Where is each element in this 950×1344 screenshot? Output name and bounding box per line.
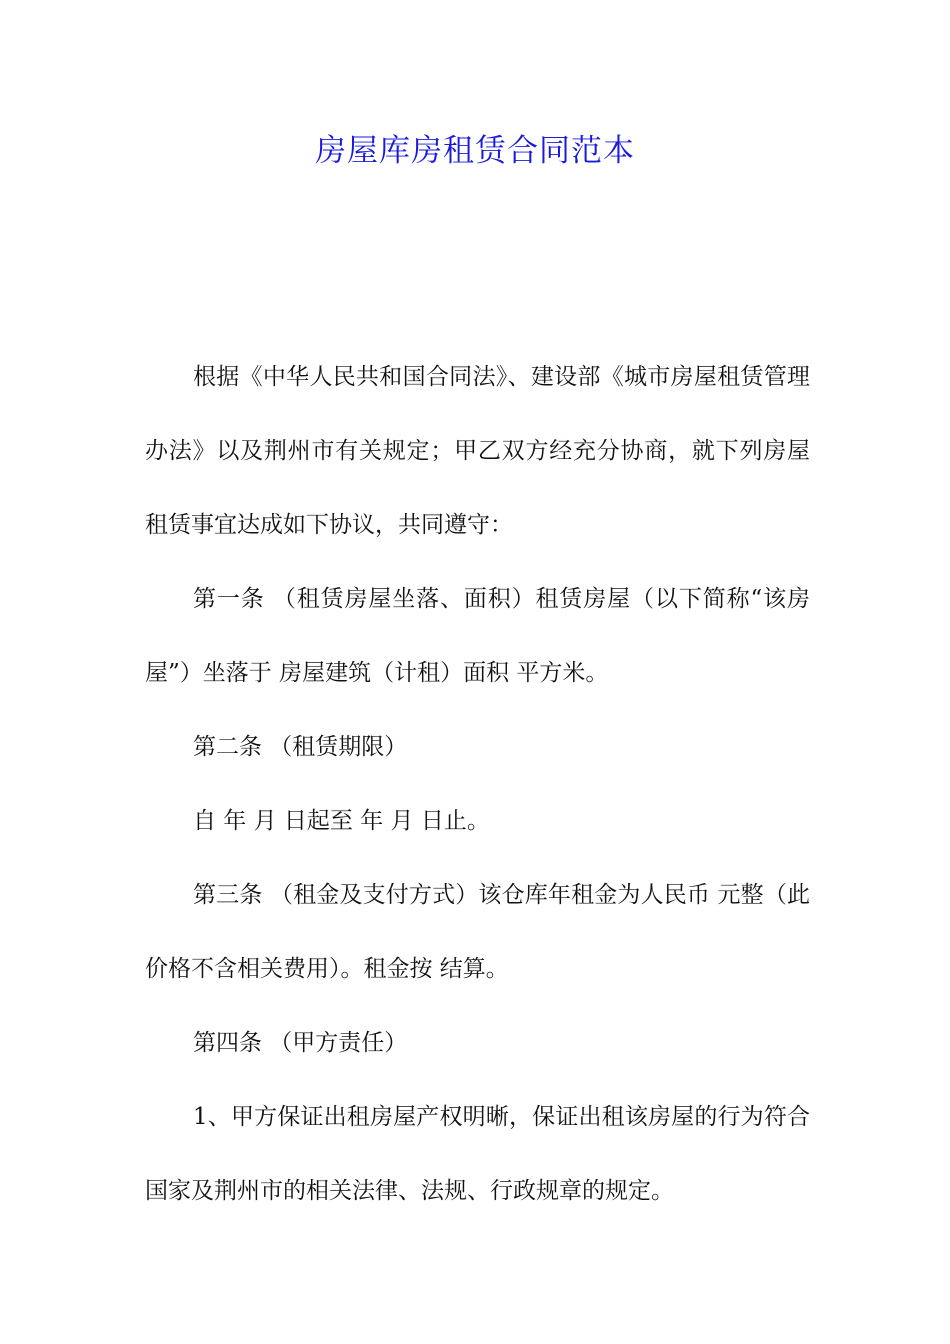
paragraph-article-4-heading: 第四条 （甲方责任） [193, 1030, 408, 1056]
paragraph-article-1: 第一条 （租赁房屋坐落、面积）租赁房屋（以下简称“该房屋”）坐落于 房屋建筑（计租）面积 平方米。 [145, 586, 810, 686]
document-title: 房屋库房租赁合同范本 [315, 133, 635, 169]
paragraph-preamble: 根据《中华人民共和国合同法》、建设部《城市房屋租赁管理办法》以及荆州市有关规定；甲乙双方经充分协商，就下列房屋租赁事宜达成如下协议，共同遵守： [145, 364, 810, 538]
paragraph-article-4-item-1: 1、甲方保证出租房屋产权明晰，保证出租该房屋的行为符合国家及荆州市的相关法律、法规、行政规章的规定。 [145, 1104, 810, 1204]
paragraph-lease-term: 自 年 月 日起至 年 月 日止。 [193, 808, 490, 834]
paragraph-article-3: 第三条 （租金及支付方式）该仓库年租金为人民币 元整（此价格不含相关费用）。租金按 结算。 [145, 882, 810, 982]
paragraph-article-2-heading: 第二条 （租赁期限） [193, 734, 408, 760]
document-body [145, 340, 810, 1228]
